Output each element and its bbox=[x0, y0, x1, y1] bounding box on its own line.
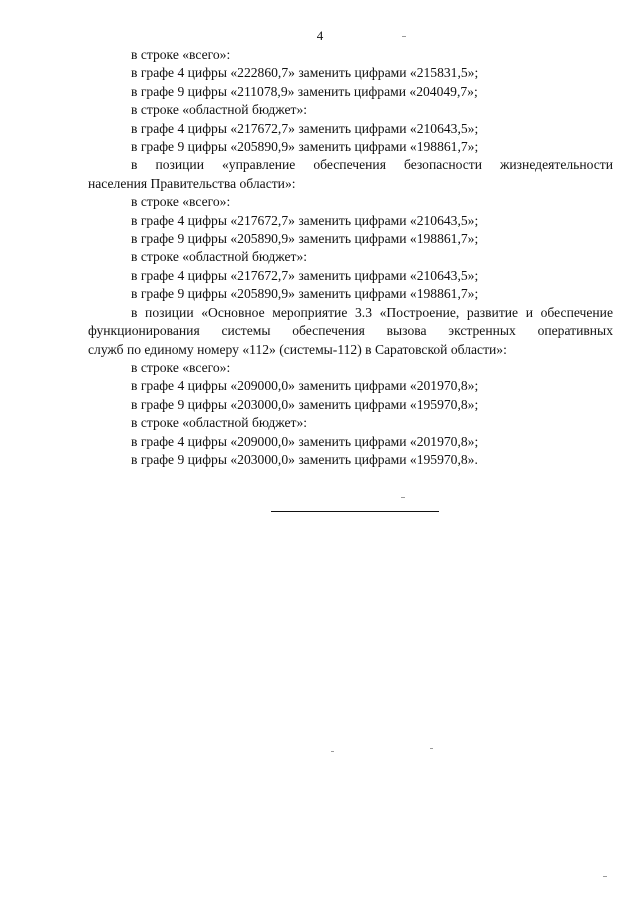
text-line: в строке «всего»: bbox=[131, 194, 231, 210]
text-line: в графе 9 цифры «205890,9» заменить цифрами «198861,7»; bbox=[131, 139, 479, 155]
scan-speck bbox=[402, 36, 406, 37]
closing-rule bbox=[271, 511, 439, 512]
text-line: в графе 9 цифры «203000,0» заменить цифрами «195970,8». bbox=[131, 451, 478, 467]
amendment-text bbox=[88, 46, 613, 469]
text-line: в графе 4 цифры «217672,7» заменить цифрами «210643,5»; bbox=[131, 267, 479, 283]
text-line: в графе 4 цифры «209000,0» заменить цифрами «201970,8»; bbox=[131, 378, 479, 394]
text-line: в строке «областной бюджет»: bbox=[131, 249, 308, 265]
text-line: в графе 4 цифры «217672,7» заменить цифрами «210643,5»; bbox=[131, 212, 479, 228]
page-number: 4 bbox=[316, 28, 324, 43]
text-line: служб по единому номеру «112» (системы-112) в Саратовской области»: bbox=[88, 341, 507, 357]
text-line: в графе 9 цифры «203000,0» заменить цифрами «195970,8»; bbox=[131, 396, 479, 412]
text-line: в позиции «Основное мероприятие 3.3 «Построение, развитие и обеспечение bbox=[131, 304, 613, 320]
scan-speck bbox=[401, 497, 405, 498]
text-line: в графе 4 цифры «209000,0» заменить цифрами «201970,8»; bbox=[131, 433, 479, 449]
text-line: в позиции «управление обеспечения безопасности жизнедеятельности bbox=[131, 157, 613, 173]
text-line: функционирования системы обеспечения вызова экстренных оперативных bbox=[88, 323, 613, 339]
scan-speck bbox=[603, 876, 607, 877]
text-line: в строке «всего»: bbox=[131, 359, 231, 375]
text-line: в графе 9 цифры «205890,9» заменить цифрами «198861,7»; bbox=[131, 231, 479, 247]
scan-speck bbox=[430, 748, 433, 749]
text-line: в строке «областной бюджет»: bbox=[131, 102, 308, 118]
text-line: в графе 9 цифры «205890,9» заменить цифрами «198861,7»; bbox=[131, 286, 479, 302]
text-line: в графе 4 цифры «222860,7» заменить цифрами «215831,5»; bbox=[131, 65, 479, 81]
scan-speck bbox=[331, 751, 334, 752]
text-line: в графе 4 цифры «217672,7» заменить цифрами «210643,5»; bbox=[131, 120, 479, 136]
text-line: населения Правительства области»: bbox=[88, 175, 296, 191]
text-line: в графе 9 цифры «211078,9» заменить цифрами «204049,7»; bbox=[131, 83, 478, 99]
text-line: в строке «всего»: bbox=[131, 47, 231, 62]
text-line: в строке «областной бюджет»: bbox=[131, 415, 308, 431]
